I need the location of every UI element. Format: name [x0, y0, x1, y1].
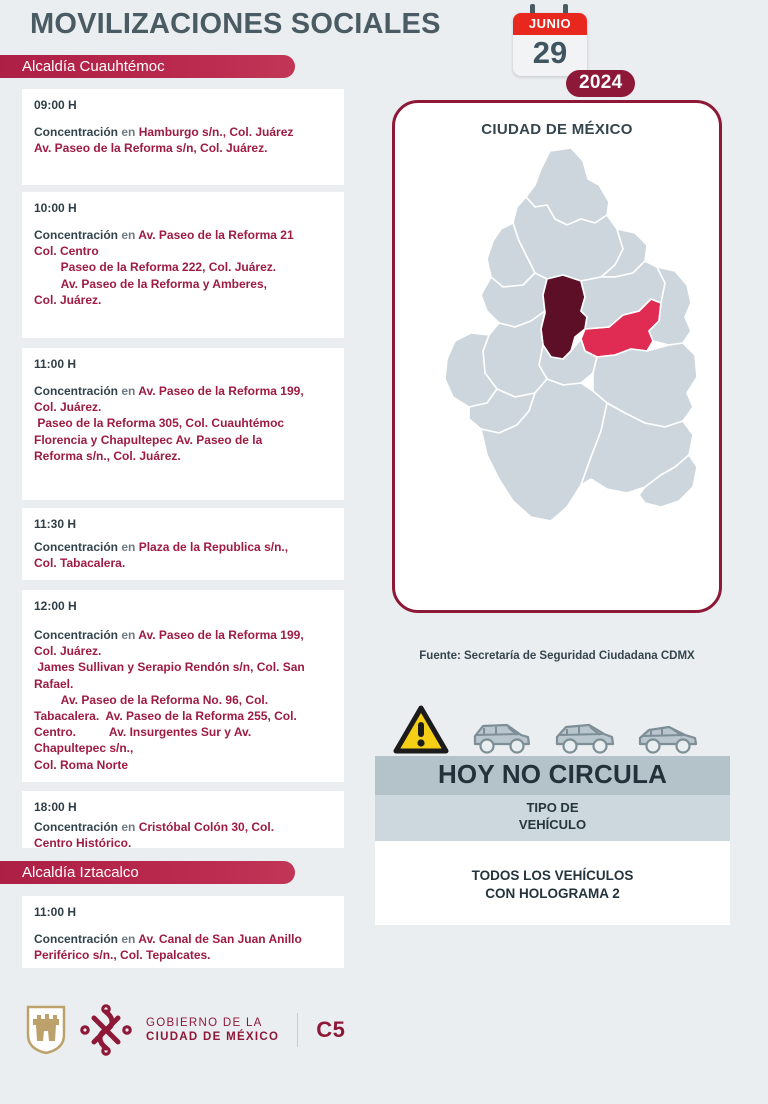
calendar-widget: [513, 4, 623, 93]
event-card: [22, 89, 344, 185]
event-location: Plaza de la Republica s/n., Col. Tabacalera.: [34, 540, 289, 571]
page-title: MOVILIZACIONES SOCIALES: [30, 8, 441, 40]
hoy-no-circula-panel: [375, 690, 730, 925]
event-location: Av. Paseo de la Reforma 199, Col. Juárez. Paseo de la Reforma 305, Col. Cuauhtémoc Florencia y Chapultepec Av. Paseo de la Reforma s/n., Col. Juárez.: [34, 384, 304, 463]
calendar-day: 29: [532, 35, 568, 70]
cdmx-shield-icon: [26, 1005, 66, 1055]
event-label: Concentración: [34, 628, 119, 642]
c5-label: C5: [316, 1017, 346, 1042]
map-title: CIUDAD DE MÉXICO: [481, 121, 633, 138]
cdmx-map: [395, 145, 722, 575]
event-card: [22, 348, 344, 500]
event-card: [22, 508, 344, 580]
source-text: Fuente: Secretaría de Seguridad Ciudadana CDMX: [419, 650, 695, 662]
gobierno-line-2: CIUDAD DE MÉXICO: [146, 1031, 280, 1043]
event-location: Av. Canal de San Juan Anillo Periférico s/n., Col. Tepalcates.: [34, 932, 302, 963]
gobierno-line-1: GOBIERNO DE LA: [146, 1016, 263, 1029]
event-detail: [34, 931, 332, 963]
event-card: [22, 192, 344, 338]
footer: [26, 1004, 345, 1056]
warning-triangle-icon: [393, 704, 449, 756]
event-detail: [34, 124, 332, 156]
alcaldia-banner-cuauhtemoc: [0, 55, 295, 78]
subtitle-line-1: TIPO DE: [526, 800, 579, 815]
event-location: Cristóbal Colón 30, Col. Centro Histórico.: [34, 820, 275, 851]
event-card: [22, 590, 344, 782]
alcaldia-banner-iztacalco: [0, 861, 295, 884]
vehicle-type-subtitle: [375, 795, 730, 841]
event-connector: en: [118, 628, 139, 642]
car-icon: [635, 718, 701, 756]
event-connector: en: [118, 540, 139, 554]
hoy-no-circula-banner: HOY NO CIRCULA: [375, 756, 730, 795]
event-connector: en: [118, 125, 139, 139]
event-time: 18:00 H: [34, 800, 77, 814]
restriction-body: [375, 841, 730, 925]
subtitle-line-2: VEHÍCULO: [518, 816, 587, 832]
event-label: Concentración: [34, 125, 119, 139]
restriction-line-1: TODOS LOS VEHÍCULOS: [471, 867, 634, 883]
vehicle-icon-row: [375, 690, 730, 756]
event-detail: [34, 539, 332, 571]
event-label: Concentración: [34, 384, 119, 398]
calendar-month: JUNIO: [513, 13, 587, 35]
event-connector: en: [118, 932, 139, 946]
alcaldia-banner-label: Alcaldía Cuauhtémoc: [22, 58, 165, 75]
event-label: Concentración: [34, 540, 119, 554]
event-detail: [34, 627, 332, 773]
event-label: Concentración: [34, 932, 119, 946]
event-location: Av. Paseo de la Reforma 21 Col. Centro Paseo de la Reforma 222, Col. Juárez. Av. Paseo de la Reforma y Amberes, Col. Juárez.: [34, 228, 294, 307]
event-connector: en: [118, 384, 139, 398]
gobierno-cdmx-logo-icon: [80, 1004, 132, 1056]
event-location: Av. Paseo de la Reforma 199, Col. Juárez. James Sullivan y Serapio Rendón s/n, Col. San Rafael. Av. Paseo de la Reforma No. 96, Col. Tabacalera. Av. Paseo de la Reforma 255, Col. Centro. Av. Insurgentes Sur y Av. Chapultepec s/n., Col. Roma Norte: [34, 628, 305, 772]
event-time: 11:30 H: [34, 517, 77, 531]
map-panel: [392, 100, 722, 613]
event-time: 11:00 H: [34, 357, 77, 371]
event-time: 11:00 H: [34, 905, 77, 919]
alcaldia-banner-label: Alcaldía Iztacalco: [22, 864, 139, 881]
event-card: [22, 896, 344, 968]
event-detail: [34, 819, 332, 851]
event-time: 12:00 H: [34, 599, 77, 613]
restriction-line-2: CON HOLOGRAMA 2: [485, 886, 620, 901]
event-location: Hamburgo s/n., Col. Juárez Av. Paseo de la Reforma s/n, Col. Juárez.: [34, 125, 294, 156]
car-icon: [551, 718, 617, 756]
calendar-rings: [513, 4, 587, 13]
event-detail: [34, 383, 332, 464]
calendar-year: 2024: [566, 70, 635, 97]
car-icon: [467, 718, 533, 756]
event-time: 09:00 H: [34, 98, 77, 112]
event-time: 10:00 H: [34, 201, 77, 215]
footer-divider: [297, 1013, 298, 1047]
event-connector: en: [118, 820, 139, 834]
event-connector: en: [118, 228, 139, 242]
gobierno-text: [146, 1016, 279, 1045]
event-label: Concentración: [34, 820, 119, 834]
event-card: [22, 791, 344, 851]
event-label: Concentración: [34, 228, 119, 242]
calendar-body: [513, 13, 587, 76]
event-detail: [34, 227, 332, 308]
